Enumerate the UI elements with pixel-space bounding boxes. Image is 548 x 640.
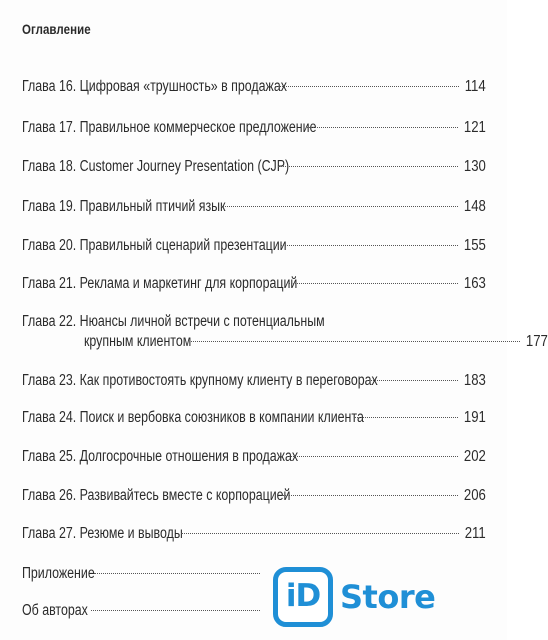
toc-entry [22, 196, 486, 217]
toc-entry-title-line1: Глава 22. Нюансы личной встречи с потенциальным [22, 313, 325, 330]
toc-entry-title: Глава 23. Как противостоять крупному клиенту в переговорах [22, 372, 378, 389]
toc-entry-page: 148 [464, 198, 486, 215]
toc-leader [289, 283, 458, 284]
toc-entry [22, 407, 486, 428]
toc-entry-page: 155 [464, 237, 486, 254]
toc-leader [191, 341, 520, 342]
toc-entry [22, 523, 486, 544]
toc-leader [354, 417, 458, 418]
toc-entry [22, 76, 486, 97]
toc-entry-title: Глава 24. Поиск и вербовка союзников в компании клиента [22, 409, 364, 426]
toc-entry [22, 485, 486, 506]
toc-entry [22, 235, 486, 256]
toc-leader [94, 573, 260, 574]
toc-entry [22, 446, 486, 467]
toc-heading: Оглавление [22, 21, 91, 37]
toc-leader [287, 456, 458, 457]
toc-entry-page: 163 [464, 275, 486, 292]
toc-entry-page: 211 [464, 525, 486, 542]
toc-leader [221, 206, 458, 207]
toc-entry-title: Приложение [22, 565, 95, 582]
toc-entry-title: Глава 26. Развивайтесь вместе с корпорацией [22, 487, 291, 504]
toc-leader [181, 533, 459, 534]
idstore-logo-id: iD [285, 578, 321, 614]
toc-leader [282, 495, 459, 496]
toc-entry-title: Глава 20. Правильный сценарий презентации [22, 237, 287, 254]
toc-entry [22, 563, 262, 584]
toc-entry-title: Глава 17. Правильное коммерческое предложение [22, 119, 317, 136]
toc-entry-multiline [22, 312, 548, 352]
toc-entry [22, 117, 486, 138]
toc-leader [275, 86, 459, 87]
toc-entry-page: 121 [464, 119, 486, 136]
toc-entry-title: Глава 21. Реклама и маркетинг для корпораций [22, 275, 298, 292]
toc-entry-page: 130 [464, 158, 486, 175]
toc-entry-title: Глава 18. Customer Journey Presentation (CJP) [22, 158, 290, 175]
toc-leader [91, 610, 260, 611]
toc-entry-page: 183 [464, 372, 486, 389]
toc-entry-page: 191 [464, 409, 486, 426]
toc-leader [281, 245, 458, 246]
idstore-logo-store: Store [340, 578, 436, 616]
toc-entry-page: 202 [464, 448, 486, 465]
toc-entry-title: Глава 27. Резюме и выводы [22, 525, 183, 542]
toc-entry-page: 177 [526, 333, 548, 350]
toc-entry [22, 370, 486, 391]
toc-entry-title: Об авторах [22, 602, 88, 619]
toc-entry-title-line2: крупным клиентом [84, 333, 192, 350]
toc-entry-page: 114 [464, 78, 486, 95]
toc-entry [22, 600, 262, 621]
idstore-logo-icon [273, 567, 333, 627]
toc-entry [22, 156, 486, 177]
toc-entry-title: Глава 19. Правильный птичий язык [22, 198, 226, 215]
idstore-watermark [273, 566, 435, 628]
toc-leader [278, 166, 458, 167]
toc-entry-page: 206 [464, 487, 486, 504]
toc-leader [367, 380, 458, 381]
toc-entry-title: Глава 16. Цифровая «трушность» в продажах [22, 78, 287, 95]
toc-leader [307, 127, 458, 128]
toc-entry-title: Глава 25. Долгосрочные отношения в продажах [22, 448, 299, 465]
toc-entry [22, 273, 486, 294]
